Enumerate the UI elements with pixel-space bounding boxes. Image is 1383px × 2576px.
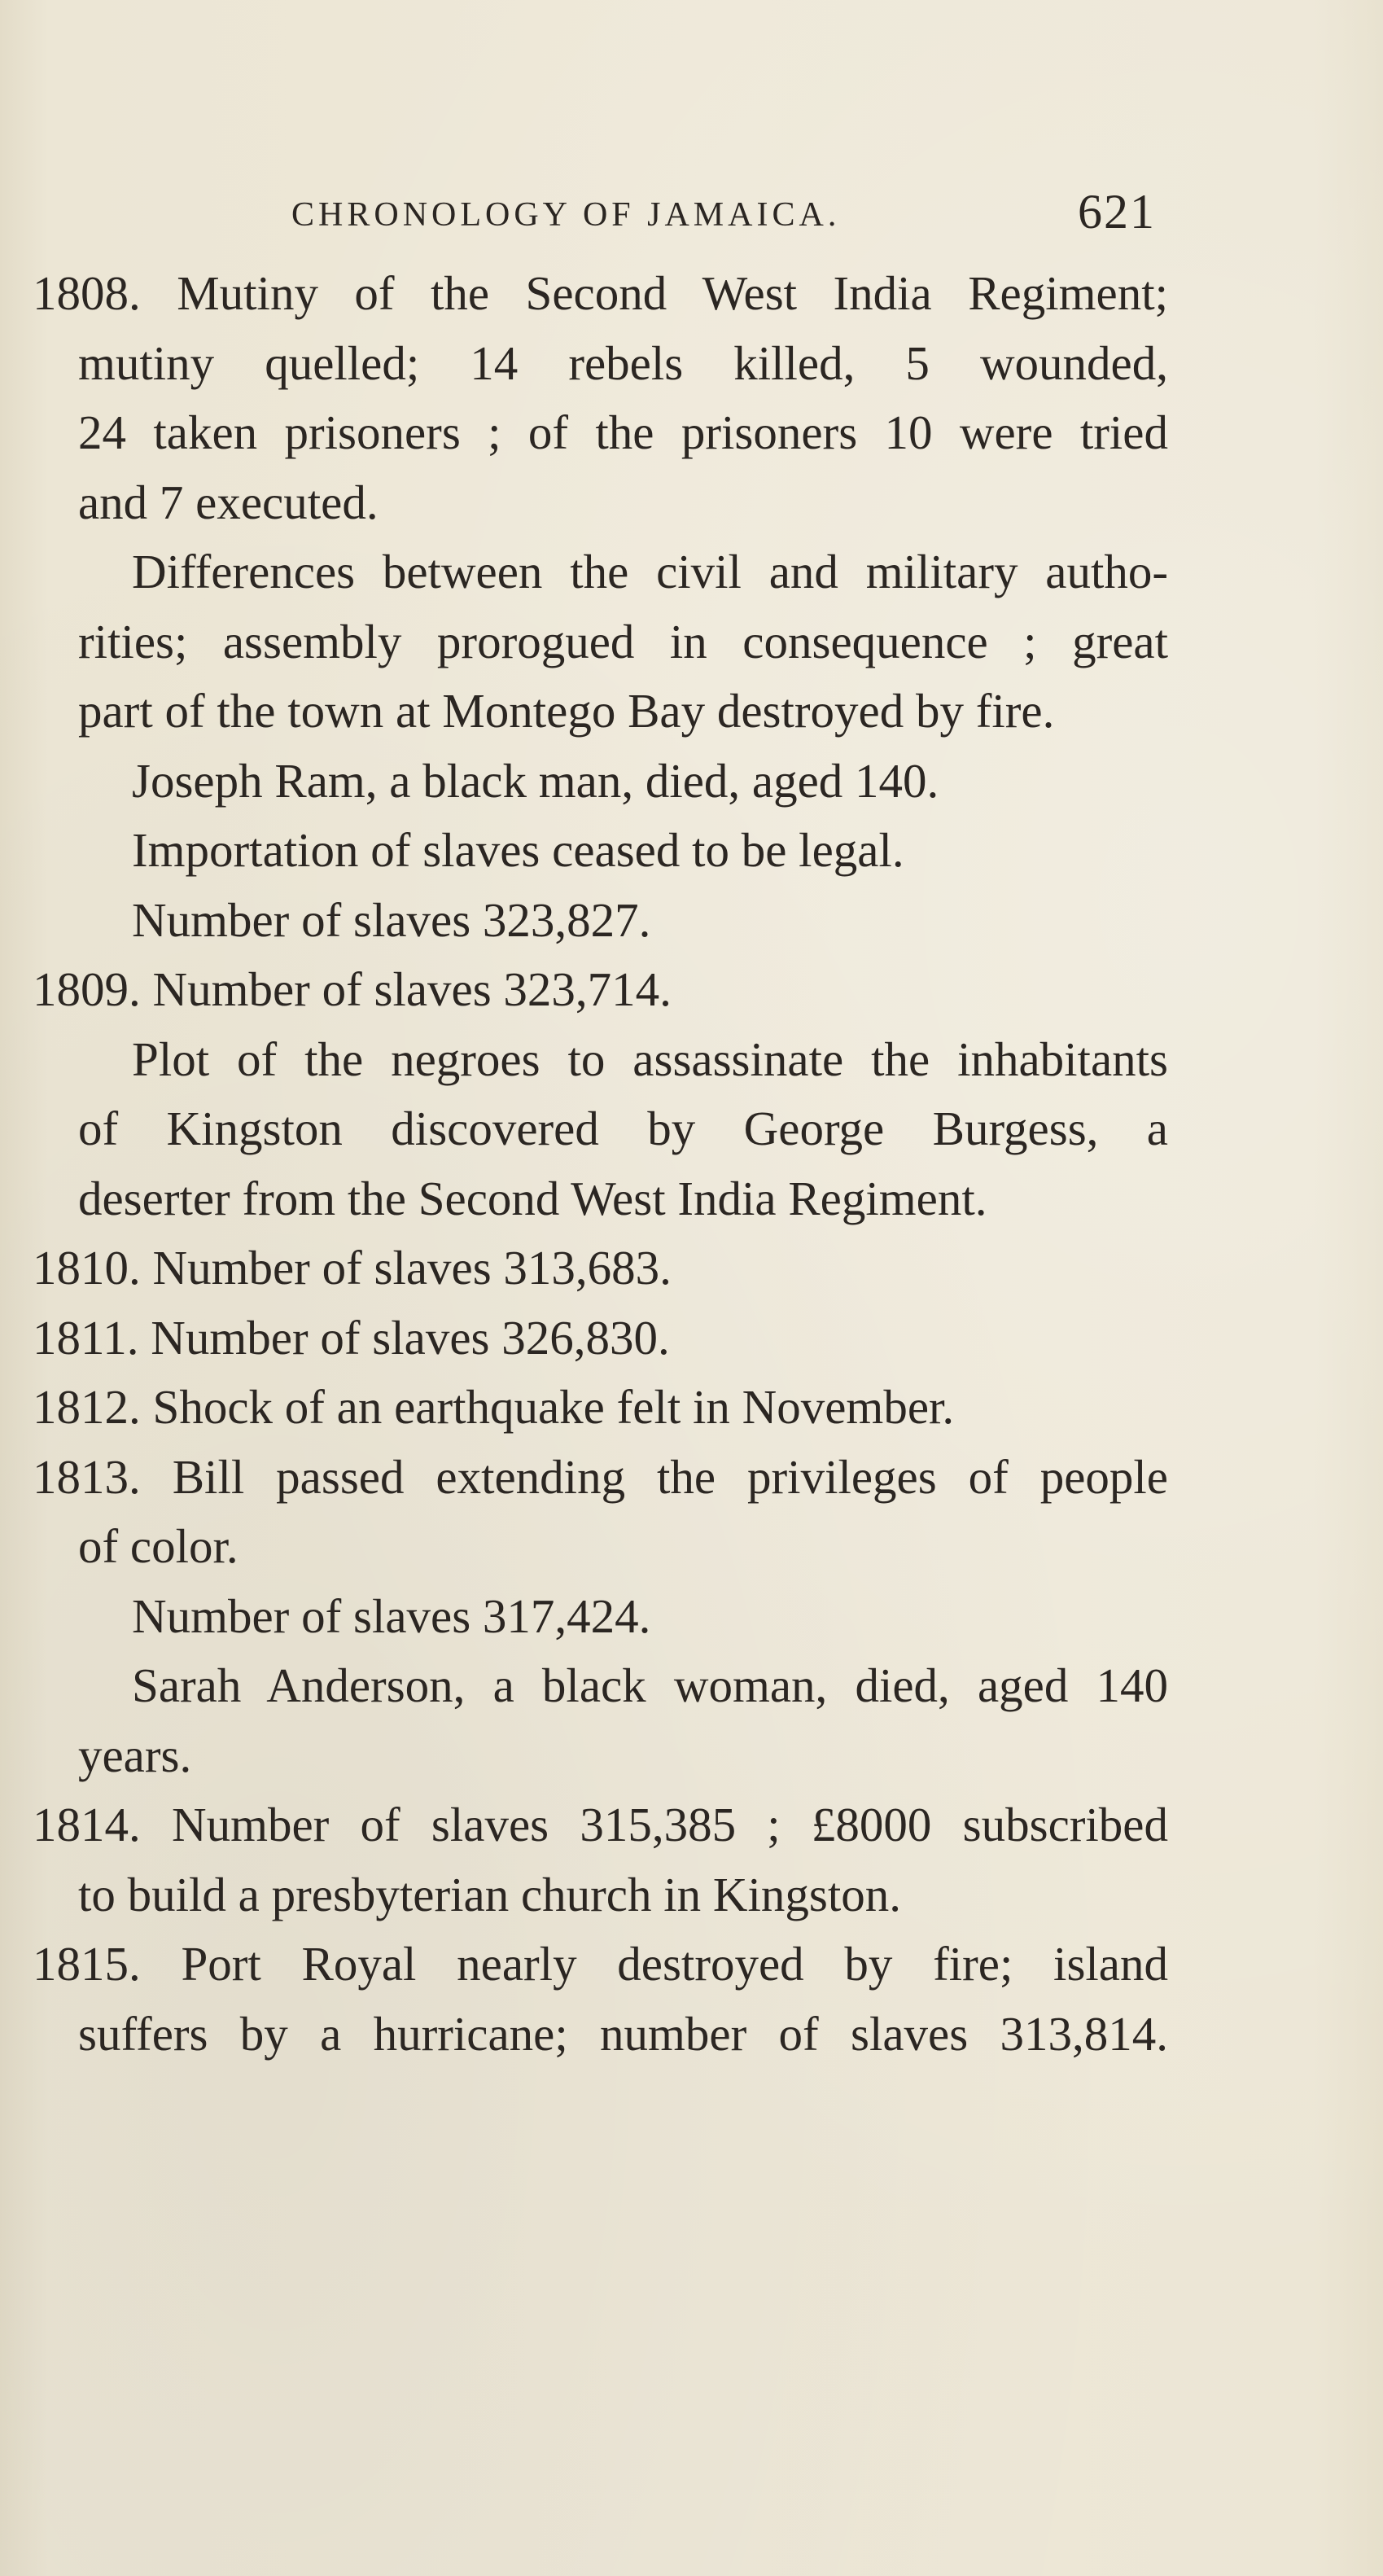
text-line: Plot of the negroes to assassinate the inhabitants	[132, 1032, 1168, 1086]
text-line: rities; assembly prorogued in consequence ; great	[78, 614, 1168, 668]
text-line: 1809. Number of slaves 323,714.	[33, 962, 672, 1016]
text-line: of Kingston discovered by George Burgess, a	[78, 1102, 1168, 1155]
text-line: Joseph Ram, a black man, died, aged 140.	[132, 753, 939, 808]
text-line: to build a presbyterian church in Kingston.	[78, 1867, 901, 1921]
page-header	[277, 181, 1156, 246]
text-line: of color.	[78, 1519, 239, 1573]
text-line: and 7 executed.	[78, 475, 379, 529]
text-line: 1811. Number of slaves 326,830.	[33, 1310, 670, 1365]
text-line: Number of slaves 323,827.	[132, 892, 651, 947]
text-line: years.	[78, 1728, 192, 1782]
text-line: suffers by a hurricane; number of slaves 313,814.	[78, 2006, 1168, 2061]
text-line: 24 taken prisoners ; of the prisoners 10 were tried	[78, 405, 1168, 459]
text-line: Importation of slaves ceased to be legal.	[132, 823, 904, 877]
text-line: Sarah Anderson, a black woman, died, aged 140	[132, 1658, 1168, 1712]
chronology-text	[33, 259, 1168, 2069]
text-line: mutiny quelled; 14 rebels killed, 5 wounded,	[78, 335, 1168, 390]
running-head: CHRONOLOGY OF JAMAICA.	[291, 196, 841, 234]
text-line: 1808. Mutiny of the Second West India Regiment;	[33, 266, 1168, 320]
text-line: 1812. Shock of an earthquake felt in November.	[33, 1380, 955, 1434]
text-line: Number of slaves 317,424.	[132, 1588, 651, 1643]
page-number: 621	[1078, 185, 1156, 239]
text-line: Differences between the civil and military autho-	[132, 545, 1168, 598]
text-line: part of the town at Montego Bay destroyed by fire.	[78, 684, 1055, 738]
text-line: 1810. Number of slaves 313,683.	[33, 1241, 672, 1295]
text-line: 1815. Port Royal nearly destroyed by fire; island	[33, 1937, 1168, 1991]
text-line: 1813. Bill passed extending the privileges of people	[33, 1449, 1168, 1504]
text-line: deserter from the Second West India Regiment.	[78, 1171, 987, 1225]
text-line: 1814. Number of slaves 315,385 ; £8000 subscribed	[33, 1798, 1168, 1851]
